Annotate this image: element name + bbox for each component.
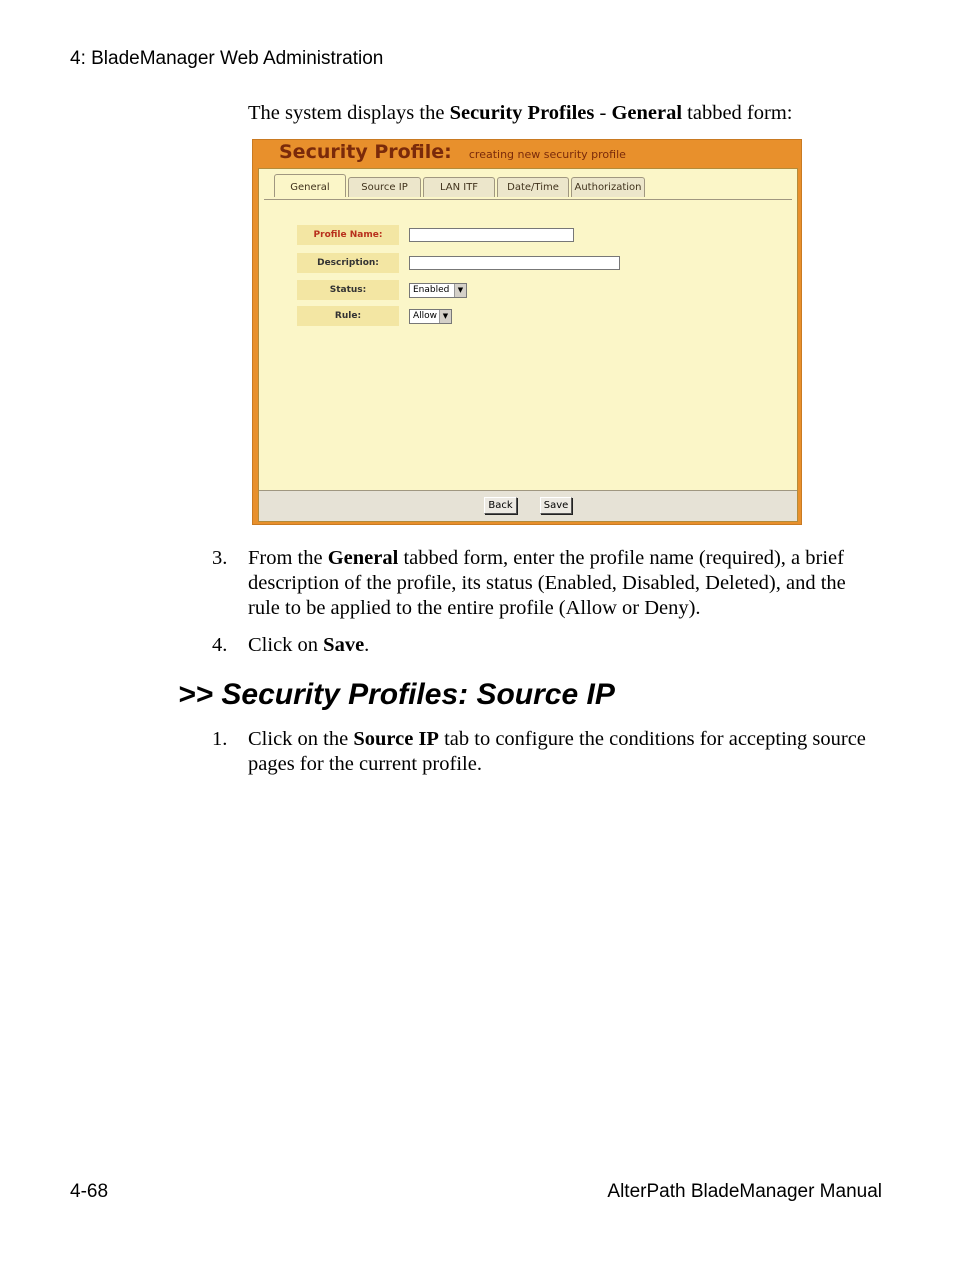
tab-lan-itf[interactable]: LAN ITF	[423, 177, 495, 197]
profile-name-input[interactable]	[409, 228, 574, 242]
button-bar	[259, 490, 797, 521]
page-number: 4-68	[70, 1181, 109, 1202]
tab-authorization[interactable]: Authorization	[571, 177, 645, 197]
rule-label: Rule:	[297, 306, 399, 326]
running-header: 4: BladeManager Web Administration	[70, 48, 384, 69]
back-button[interactable]: Back	[484, 497, 517, 514]
save-button[interactable]: Save	[540, 497, 572, 514]
form-panel	[258, 168, 798, 522]
tab-source-ip[interactable]: Source IP	[348, 177, 421, 197]
intro-paragraph: The system displays the Security Profiles - General tabbed form:	[248, 102, 793, 124]
chevron-down-icon: ▼	[454, 284, 466, 297]
status-label: Status:	[297, 280, 399, 300]
section-heading: >> Security Profiles: Source IP	[178, 678, 615, 711]
tab-bar	[274, 177, 647, 199]
tab-general[interactable]: General	[274, 174, 346, 197]
description-input[interactable]	[409, 256, 620, 270]
security-profile-screenshot	[252, 139, 802, 525]
description-label: Description:	[297, 253, 399, 273]
profile-name-label: Profile Name:	[297, 225, 399, 245]
rule-select[interactable]: Allow ▼	[409, 309, 452, 324]
tab-divider	[264, 199, 792, 200]
tab-date-time[interactable]: Date/Time	[497, 177, 569, 197]
chevron-down-icon: ▼	[439, 310, 451, 323]
manual-title: AlterPath BladeManager Manual	[607, 1181, 882, 1202]
screenshot-title: Security Profile: creating new security profile	[279, 141, 626, 163]
status-select[interactable]: Enabled ▼	[409, 283, 467, 298]
